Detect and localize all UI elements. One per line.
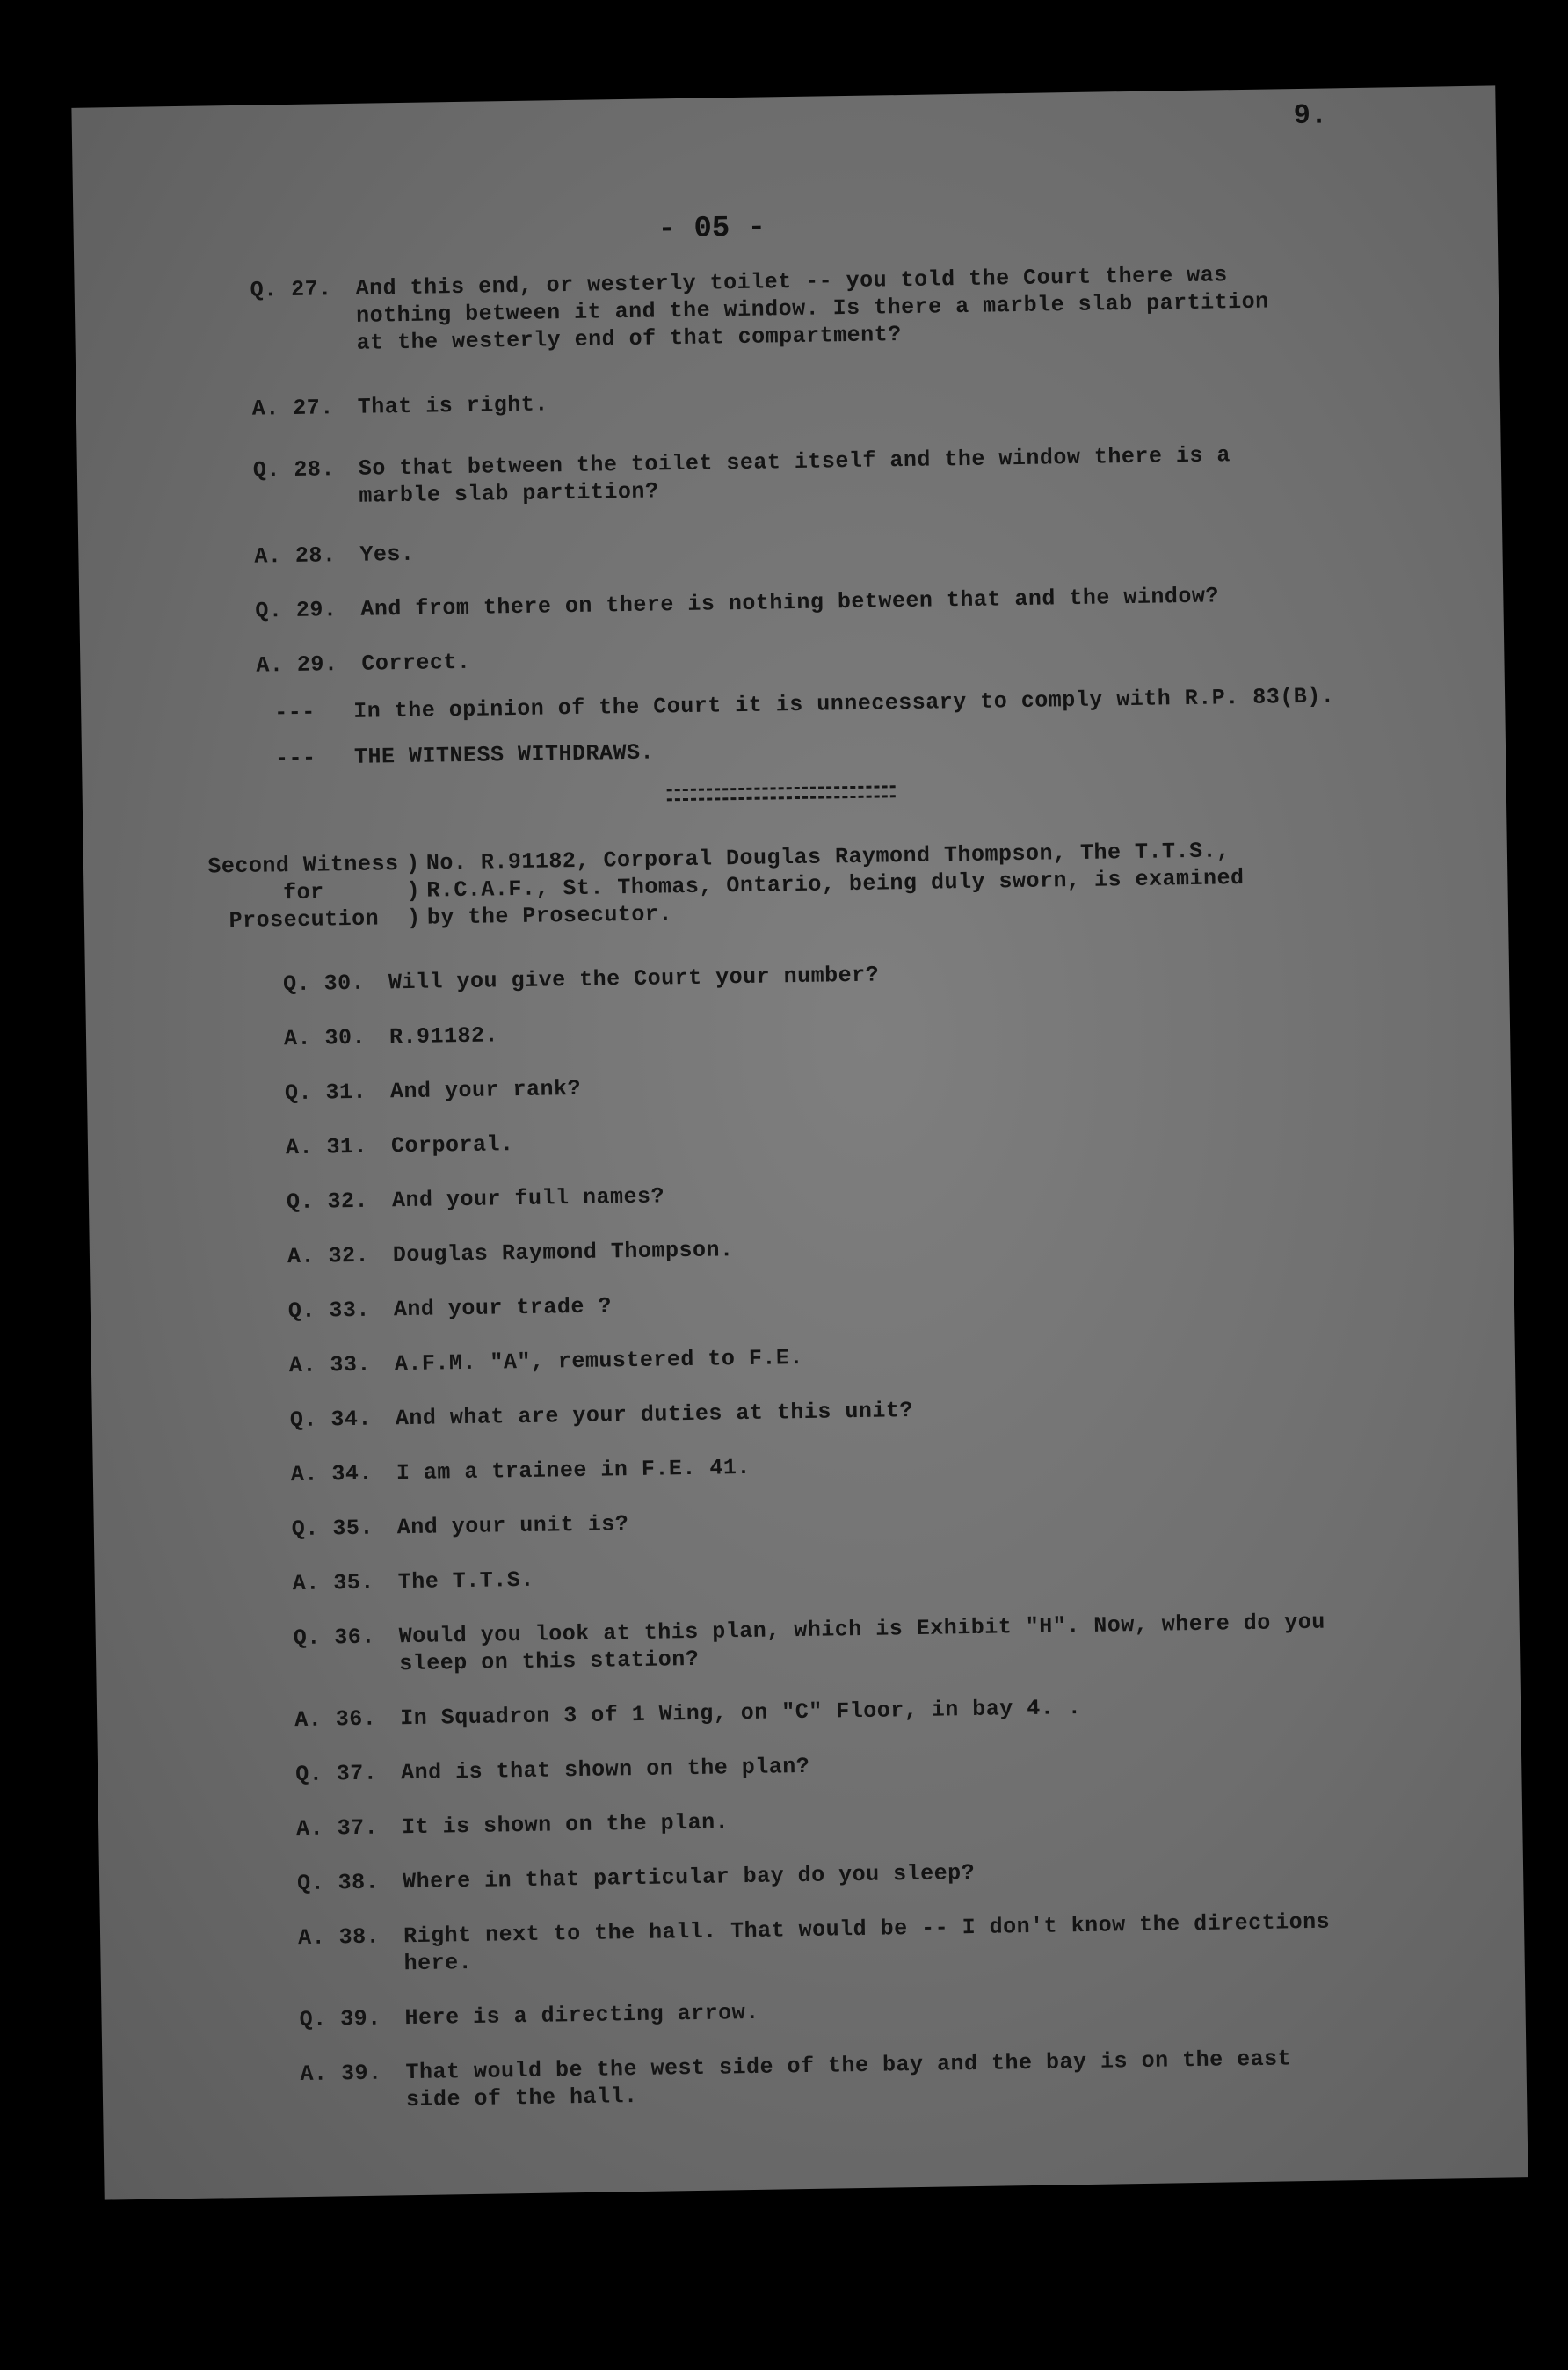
exchange-text: And what are your duties at this unit?	[395, 1398, 914, 1432]
exchange-a29	[256, 636, 1293, 680]
exchange-label: Q. 39.	[299, 2005, 381, 2033]
exchange-q35	[292, 1500, 1329, 1544]
exchange-label: A. 27.	[251, 395, 335, 422]
exchange-label: Q. 37.	[294, 1760, 378, 1788]
exchange-label: A. 29.	[256, 651, 338, 679]
exchange-text: Will you give the Court your number?	[388, 962, 880, 996]
exchange-label: A. 38.	[297, 1923, 381, 1952]
exchange-text: The T.T.S.	[397, 1567, 535, 1596]
exchange-text: I am a trainee in F.E. 41.	[396, 1454, 751, 1487]
exchange-text: And your trade ?	[393, 1293, 613, 1323]
exchange-q36	[294, 1609, 1332, 1680]
exchange-q34	[290, 1391, 1327, 1435]
exchange-q27	[250, 260, 1288, 359]
exchange-text: Where in that particular bay do you sleep?	[402, 1859, 976, 1895]
exchange-a33	[289, 1336, 1326, 1380]
exchange-text: Right next to the hall. That would be -- I don't know the directions here.	[403, 1908, 1331, 1977]
exchange-label: A. 37.	[295, 1814, 379, 1843]
exchange-q32	[287, 1173, 1324, 1217]
exchange-label: Q. 38.	[296, 1869, 380, 1897]
exchange-a31	[286, 1118, 1323, 1162]
bracket: )	[405, 850, 420, 876]
exchange-q28	[253, 440, 1291, 512]
exchange-text: That would be the west side of the bay and the bay is on the east side of the hall.	[405, 2046, 1292, 2113]
witness-description-line: No. R.91182, Corporal Douglas Raymond Thompson, The T.T.S.,	[425, 838, 1230, 876]
exchange-label: A. 39.	[300, 2060, 382, 2088]
exchange-text: And from there on there is nothing between that and the window?	[360, 583, 1220, 622]
bracket: )	[406, 905, 421, 931]
exchange-label: Q. 34.	[289, 1406, 373, 1434]
exchange-label: Q. 32.	[286, 1188, 369, 1216]
exchange-label: A. 28.	[254, 542, 337, 570]
exchange-q33	[288, 1282, 1325, 1326]
witness-role-line: Second Witness	[207, 851, 399, 880]
exchange-a32	[287, 1227, 1325, 1271]
exchange-label: Q. 31.	[284, 1079, 367, 1107]
exchange-q29	[255, 581, 1292, 625]
exchange-q31	[285, 1064, 1322, 1108]
bracket-column	[400, 850, 427, 932]
witness-description-line: by the Prosecutor.	[426, 901, 673, 931]
exchange-label: Q. 28.	[252, 456, 336, 483]
exchange-a27	[252, 379, 1289, 423]
page-number: 9.	[1293, 98, 1328, 133]
exchange-q39	[299, 1990, 1336, 2034]
exchange-text: And this end, or westerly toilet -- you told the Court there was nothing between it and the window. Is there a marble slab partition at the westerly end of that compartment?	[355, 262, 1269, 356]
exchange-a38	[298, 1908, 1336, 1980]
exchange-text: Correct.	[361, 649, 471, 677]
exchange-a35	[293, 1554, 1330, 1598]
exchange-a39	[300, 2045, 1338, 2116]
document-page	[71, 85, 1528, 2199]
exchange-label: A. 35.	[292, 1569, 375, 1597]
exchange-a37	[296, 1799, 1333, 1843]
exchange-text: It is shown on the plan.	[401, 1809, 730, 1841]
exchange-a28	[254, 527, 1291, 571]
exchange-label: Q. 27.	[250, 276, 332, 303]
exchange-label: Q. 35.	[291, 1515, 374, 1543]
exchange-a30	[284, 1009, 1321, 1053]
exchange-text: And your unit is?	[396, 1511, 629, 1541]
exchange-text: Douglas Raymond Thompson.	[392, 1237, 734, 1269]
witness-description	[426, 836, 1297, 932]
note-text: THE WITNESS WITHDRAWS.	[353, 739, 655, 770]
exchange-label: Q. 36.	[293, 1624, 376, 1652]
exchange-text: Yes.	[359, 541, 415, 568]
exchange-text: And your full names?	[391, 1183, 665, 1214]
exchange-text: Corporal.	[390, 1131, 514, 1160]
exchange-label: Q. 29.	[255, 597, 338, 624]
exchange-text: And your rank?	[389, 1075, 582, 1105]
witness-role-line: for	[282, 879, 324, 906]
exchange-label: A. 30.	[283, 1024, 367, 1052]
separator-rule	[667, 785, 896, 801]
exchange-text: And is that shown on the plan?	[400, 1753, 810, 1786]
witness-heading	[207, 836, 1297, 934]
header-mark: - 05 -	[657, 211, 766, 247]
exchange-text: In Squadron 3 of 1 Wing, on "C" Floor, in bay 4. .	[400, 1695, 1082, 1732]
exchange-q38	[297, 1854, 1334, 1898]
exchange-text: R.91182.	[388, 1022, 499, 1051]
note-text: In the opinion of the Court it is unnecessary to comply with R.P. 83(B).	[353, 683, 1335, 724]
witness-role	[207, 850, 401, 934]
exchange-a36	[294, 1690, 1332, 1734]
exchange-text: A.F.M. "A", remustered to F.E.	[394, 1344, 804, 1378]
exchange-q30	[283, 955, 1320, 999]
exchange-text: So that between the toilet seat itself and the window there is a marble slab partition?	[358, 442, 1231, 509]
exchange-label: A. 31.	[285, 1133, 368, 1161]
exchange-text: That is right.	[357, 391, 549, 420]
court-note	[274, 682, 1335, 726]
exchange-label: A. 34.	[290, 1460, 374, 1488]
exchange-label: Q. 33.	[287, 1297, 371, 1325]
exchange-label: Q. 30.	[282, 970, 366, 998]
exchange-a34	[291, 1445, 1328, 1489]
exchange-text: Would you look at this plan, which is Exhibit "H". Now, where do you sleep on this station?	[398, 1609, 1326, 1677]
exchange-label: A. 32.	[287, 1242, 370, 1270]
witness-role-line: Prosecution	[229, 905, 380, 934]
exchange-q37	[295, 1745, 1332, 1789]
note-dash: ---	[274, 745, 316, 772]
witness-description-line: R.C.A.F., St. Thomas, Ontario, being duly sworn, is examined	[426, 865, 1245, 904]
bracket: )	[406, 877, 421, 904]
exchange-label: A. 33.	[288, 1351, 372, 1379]
note-dash: ---	[274, 699, 316, 726]
withdraw-note	[275, 739, 654, 773]
exchange-text: Here is a directing arrow.	[404, 1999, 759, 2032]
exchange-label: A. 36.	[294, 1705, 377, 1734]
